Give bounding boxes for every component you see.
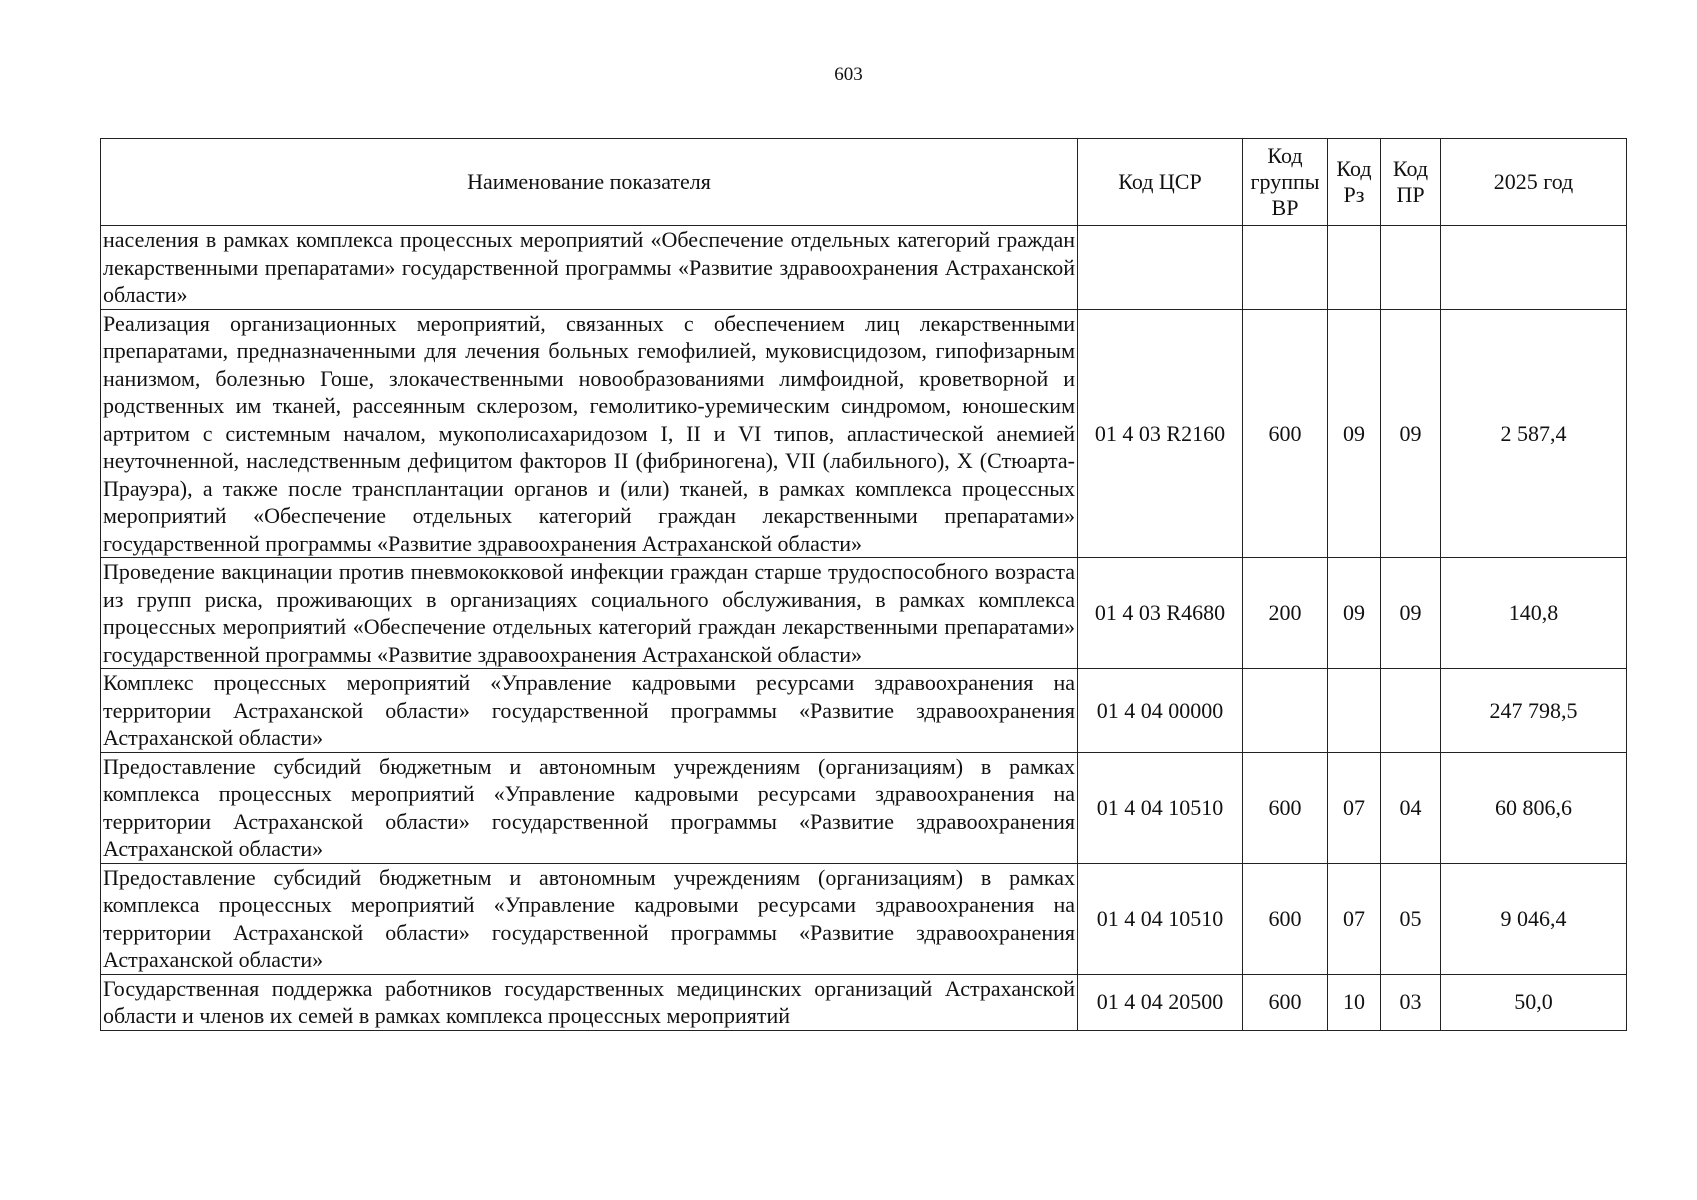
table-header-row	[101, 139, 1627, 226]
header-year: 2025 год	[1441, 139, 1627, 226]
header-vr: Код группы ВР	[1243, 139, 1328, 226]
row-vr: 200	[1243, 558, 1328, 669]
row-name: Комплекс процессных мероприятий «Управление кадровыми ресурсами здравоохранения на территории Астраханской области» государственной программы «Развитие здравоохранения Астраханской области»	[101, 669, 1078, 753]
row-rz: 07	[1328, 863, 1381, 974]
row-name: Проведение вакцинации против пневмококковой инфекции граждан старше трудоспособного возраста из групп риска, проживающих в организациях социального обслуживания, в рамках комплекса процессных мероприятий «Обеспечение отдельных категорий граждан лекарственными препаратами» государственной программы «Развитие здравоохранения Астраханской области»	[101, 558, 1078, 669]
row-rz: 09	[1328, 309, 1381, 558]
header-name: Наименование показателя	[101, 139, 1078, 226]
row-csr	[1078, 226, 1243, 310]
table-row	[101, 226, 1627, 310]
row-csr: 01 4 04 10510	[1078, 863, 1243, 974]
page-number: 603	[834, 64, 863, 85]
table-row	[101, 752, 1627, 863]
row-csr: 01 4 04 10510	[1078, 752, 1243, 863]
row-csr: 01 4 03 R2160	[1078, 309, 1243, 558]
row-rz: 09	[1328, 558, 1381, 669]
row-name-cell	[101, 974, 1078, 1030]
row-amount: 9 046,4	[1441, 863, 1627, 974]
table-row	[101, 669, 1627, 753]
row-amount	[1441, 226, 1627, 310]
row-name: Реализация организационных мероприятий, связанных с обеспечением лиц лекарственными препаратами, предназначенными для лечения больных гемофилией, муковисцидозом, гипофизарным нанизмом, болезнью Гоше, злокачественными новообразованиями лимфоидной, кроветворной и родственных им тканей, рассеянным склерозом, гемолитико-уремическим синдромом, юношеским артритом с системным началом, мукополисахаридозом I, II и VI типов, апластической анемией неуточненной, наследственным дефицитом факторов II (фибриногена), VII (лабильного), X (Стюарта-Прауэра), а также после трансплантации органов и (или) тканей, в рамках комплекса процессных мероприятий «Обеспечение отдельных категорий граждан лекарственными препаратами» государственной программы «Развитие здравоохранения Астраханской области»	[101, 309, 1078, 558]
row-pr	[1381, 669, 1441, 753]
row-amount: 2 587,4	[1441, 309, 1627, 558]
header-csr: Код ЦСР	[1078, 139, 1243, 226]
row-vr	[1243, 226, 1328, 310]
header-pr: Код ПР	[1381, 139, 1441, 226]
table-row	[101, 558, 1627, 669]
row-pr: 04	[1381, 752, 1441, 863]
row-csr: 01 4 04 00000	[1078, 669, 1243, 753]
row-rz: 10	[1328, 974, 1381, 1030]
row-name: Предоставление субсидий бюджетным и автономным учреждениям (организациям) в рамках комплекса процессных мероприятий «Управление кадровыми ресурсами здравоохранения на территории Астраханской области» государственной программы «Развитие здравоохранения Астраханской области»	[101, 863, 1078, 974]
table-row	[101, 974, 1627, 1030]
row-csr: 01 4 04 20500	[1078, 974, 1243, 1030]
table-row	[101, 863, 1627, 974]
header-rz: Код Рз	[1328, 139, 1381, 226]
row-vr: 600	[1243, 974, 1328, 1030]
row-csr: 01 4 03 R4680	[1078, 558, 1243, 669]
row-vr: 600	[1243, 309, 1328, 558]
row-rz: 07	[1328, 752, 1381, 863]
row-pr: 05	[1381, 863, 1441, 974]
row-vr	[1243, 669, 1328, 753]
row-name: Предоставление субсидий бюджетным и автономным учреждениям (организациям) в рамках комплекса процессных мероприятий «Управление кадровыми ресурсами здравоохранения на территории Астраханской области» государственной программы «Развитие здравоохранения Астраханской области»	[101, 752, 1078, 863]
row-amount: 247 798,5	[1441, 669, 1627, 753]
row-pr: 09	[1381, 558, 1441, 669]
row-pr	[1381, 226, 1441, 310]
row-pr: 03	[1381, 974, 1441, 1030]
row-amount: 140,8	[1441, 558, 1627, 669]
row-name: Государственная поддержка работников государственных медицинских организаций Астраханской области и членов их семей в рамках комплекса процессных мероприятий	[103, 975, 1075, 1028]
row-pr: 09	[1381, 309, 1441, 558]
row-rz	[1328, 226, 1381, 310]
row-name: населения в рамках комплекса процессных мероприятий «Обеспечение отдельных категорий граждан лекарственными препаратами» государственной программы «Развитие здравоохранения Астраханской области»	[101, 226, 1078, 310]
row-vr: 600	[1243, 863, 1328, 974]
row-amount: 60 806,6	[1441, 752, 1627, 863]
row-rz	[1328, 669, 1381, 753]
row-vr: 600	[1243, 752, 1328, 863]
table-row	[101, 309, 1627, 558]
row-amount: 50,0	[1441, 974, 1627, 1030]
budget-table	[100, 138, 1627, 1031]
